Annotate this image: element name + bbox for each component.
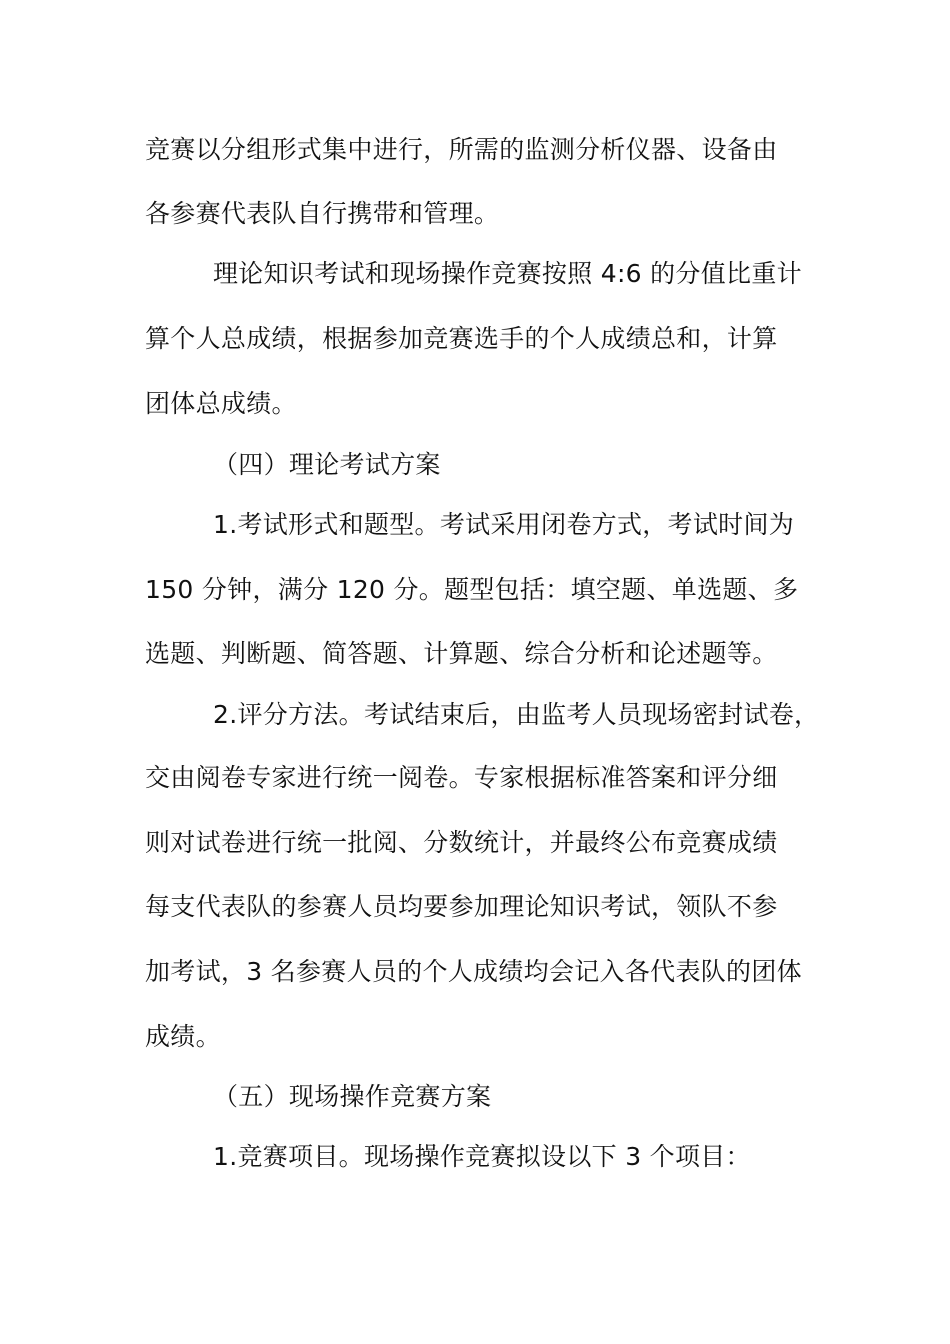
paragraph-line: 成绩。 [145,1022,221,1051]
paragraph-line: 每支代表队的参赛人员均要参加理论知识考试，领队不参 [145,892,778,921]
paragraph-line: 算个人总成绩，根据参加竞赛选手的个人成绩总和，计算 [145,324,778,353]
paragraph-line: 各参赛代表队自行携带和管理。 [145,199,500,228]
paragraph-line: 交由阅卷专家进行统一阅卷。专家根据标准答案和评分细 [145,763,778,792]
paragraph-line: 150 分钟，满分 120 分。题型包括：填空题、单选题、多 [145,575,799,604]
paragraph-line: 选题、判断题、简答题、计算题、综合分析和论述题等。 [145,639,778,668]
section-heading-5: （五）现场操作竞赛方案 [213,1082,492,1111]
paragraph-line: 则对试卷进行统一批阅、分数统计，并最终公布竞赛成绩 [145,828,778,857]
paragraph-line: 理论知识考试和现场操作竞赛按照 4:6 的分值比重计 [213,259,802,288]
paragraph-line: 团体总成绩。 [145,389,297,418]
paragraph-line: 1.竞赛项目。现场操作竞赛拟设以下 3 个项目： [213,1142,751,1171]
paragraph-line: 2.评分方法。考试结束后，由监考人员现场密封试卷， [213,700,820,729]
paragraph-line: 竞赛以分组形式集中进行，所需的监测分析仪器、设备由 [145,135,778,164]
section-heading-4: （四）理论考试方案 [213,450,441,479]
paragraph-line: 1.考试形式和题型。考试采用闭卷方式，考试时间为 [213,510,795,539]
paragraph-line: 加考试，3 名参赛人员的个人成绩均会记入各代表队的团体 [145,957,802,986]
